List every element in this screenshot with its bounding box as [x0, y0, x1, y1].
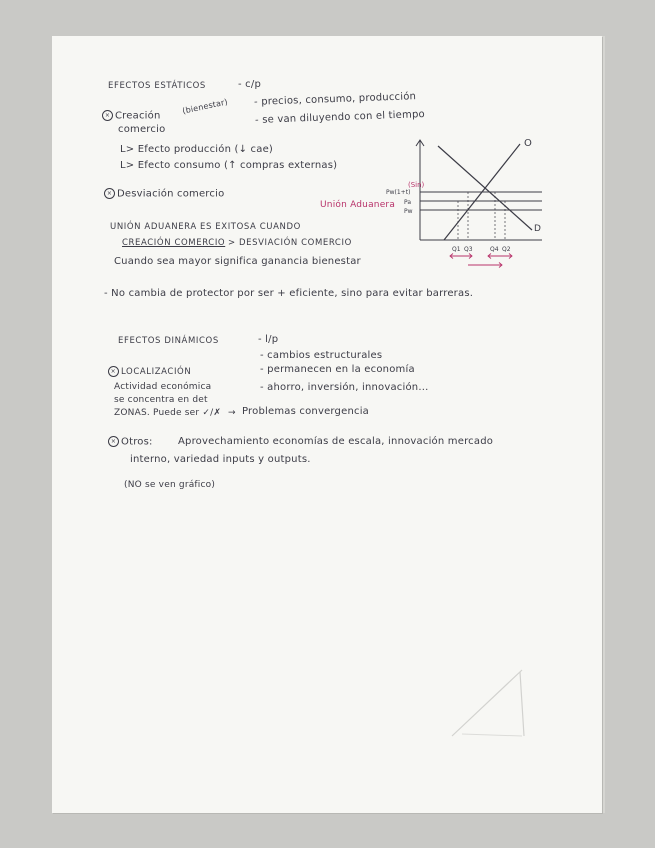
otros-heading	[108, 436, 153, 448]
dynamic-perm: - permanecen en la economía	[260, 364, 415, 375]
dynamic-cambios: - cambios estructurales	[260, 350, 383, 361]
sin-label: (Sin)	[408, 181, 425, 189]
static-effects-title: EFECTOS ESTÁTICOS	[108, 81, 206, 91]
efecto-produccion: L> Efecto producción (↓ cae)	[120, 144, 274, 155]
circled-bullet-icon: ×	[104, 188, 115, 199]
union-title: UNIÓN ADUANERA ES EXITOSA CUANDO	[110, 222, 301, 232]
static-prices: - precios, consumo, producción	[253, 91, 417, 108]
p1-label: Pw(1+t)	[386, 189, 411, 196]
dynamic-effects-title: EFECTOS DINÁMICOS	[118, 336, 219, 346]
demand-curve	[438, 146, 532, 230]
localizacion-label: LOCALIZACIÓN	[121, 367, 192, 377]
cuando-line: Cuando sea mayor significa ganancia bienestar	[114, 256, 361, 267]
notebook-page	[52, 36, 602, 813]
otros-line-2: interno, variedad inputs y outputs.	[130, 454, 311, 465]
show-through-marks	[442, 666, 532, 746]
localizacion-heading	[108, 366, 191, 377]
q1-label: Q1	[452, 246, 461, 253]
gt-desviacion: > DESVIACIÓN COMERCIO	[228, 238, 352, 248]
q4-label: Q4	[490, 246, 499, 253]
creacion-heading	[102, 110, 161, 122]
circled-bullet-icon: ×	[108, 366, 119, 377]
supply-demand-graph	[386, 132, 552, 262]
efecto-consumo: L> Efecto consumo (↑ compras externas)	[120, 160, 338, 171]
union-aduanera-label: Unión Aduanera	[320, 200, 396, 210]
dynamic-ahorro: - ahorro, inversión, innovación...	[260, 382, 429, 393]
zonas-line: ZONAS. Puede ser ✓/✗	[114, 408, 222, 418]
creacion-label: Creación	[115, 110, 161, 122]
desviacion-heading	[104, 188, 224, 200]
creacion-comercio-caps: CREACIÓN COMERCIO	[122, 238, 226, 248]
circled-bullet-icon: ×	[102, 110, 113, 121]
q3-label: Q3	[464, 246, 473, 253]
otros-line-1: Aprovechamiento economías de escala, innovación mercado	[178, 436, 494, 447]
actividad-line-2: se concentra en det	[114, 395, 208, 405]
p2-label: Pa	[404, 199, 412, 206]
actividad-line-1: Actividad económica	[114, 382, 212, 392]
creacion-label-2: comercio	[118, 124, 166, 135]
bienestar-note: (bienestar)	[181, 97, 229, 116]
no-cambia-line: - No cambia de protector por ser + eficiente, sino para evitar barreras.	[104, 288, 474, 299]
static-cp: - c/p	[238, 79, 262, 90]
q2-label: Q2	[502, 246, 511, 253]
supply-label: O	[524, 138, 532, 149]
demand-label: D	[534, 224, 541, 234]
static-time: - se van diluyendo con el tiempo	[254, 109, 426, 126]
dynamic-lp: - l/p	[258, 334, 279, 345]
circled-bullet-icon: ×	[108, 436, 119, 447]
arrow-to-icon: →	[228, 408, 236, 418]
p3-label: Pw	[404, 208, 413, 215]
no-grafico-note: (NO se ven gráfico)	[124, 480, 216, 490]
otros-label: Otros:	[121, 436, 153, 448]
desviacion-label: Desviación comercio	[117, 188, 225, 200]
problemas-line: Problemas convergencia	[242, 406, 370, 417]
